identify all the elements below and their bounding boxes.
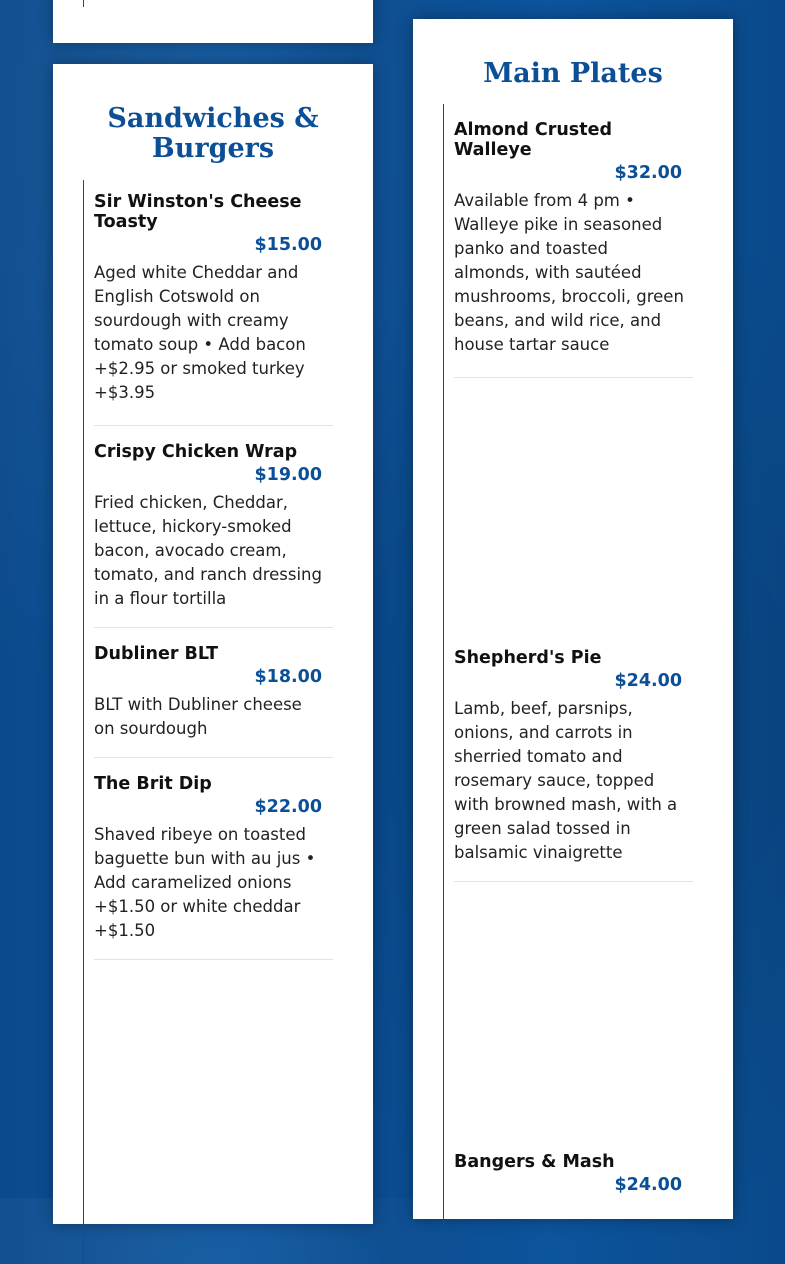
menu-item [94,644,333,758]
menu-item-price: $19.00 [254,465,322,485]
menu-item-description: Lamb, beef, parsnips, onions, and carrots in sherried tomato and rosemary sauce, topped with browned mash, with a green salad tossed in balsamic vinaigrette [454,699,678,862]
menu-item-list [443,104,693,1259]
menu-item-name: Crispy Chicken Wrap [94,442,298,462]
menu-item-description: Available from 4 pm • Walleye pike in seasoned panko and toasted almonds, with sautéed mushrooms, broccoli, green beans, and wild rice, and house tartar sauce [454,191,684,354]
menu-item-description: Aged white Cheddar and English Cotswold on sourdough with creamy tomato soup • Add bacon +$2.95 or smoked turkey +$3.95 [94,263,306,402]
menu-item-name: The Brit Dip [94,774,212,794]
previous-section-card [53,0,373,43]
menu-item-name: Almond Crusted Walleye [454,120,612,160]
menu-item [94,774,333,960]
menu-item-price: $22.00 [254,797,322,817]
main-plates-card [413,19,733,1219]
menu-item-price: $15.00 [254,235,322,255]
menu-item-price: $18.00 [254,667,322,687]
menu-item [454,120,693,378]
menu-item-name: Bangers & Mash [454,1152,615,1172]
section-title-main-plates: Main Plates [483,58,663,89]
menu-item [454,648,693,882]
menu-item-price: $24.00 [614,1175,682,1195]
menu-item-list [83,180,333,1264]
menu-item [454,1152,693,1212]
section-title-sandwiches: Sandwiches & Burgers [107,103,319,164]
menu-item-description: Fried chicken, Cheddar, lettuce, hickory-smoked bacon, avocado cream, tomato, and ranch dressing in a flour tortilla [94,493,322,608]
menu-item [94,442,333,628]
menu-item [94,192,333,426]
menu-item-name: Shepherd's Pie [454,648,602,668]
sandwiches-burgers-card [53,64,373,1224]
menu-item-price: $24.00 [614,671,682,691]
menu-item-description: Shaved ribeye on toasted baguette bun with au jus • Add caramelized onions +$1.50 or white cheddar +$1.50 [94,825,316,940]
menu-item-name: Sir Winston's Cheese Toasty [94,192,302,232]
menu-item-price: $32.00 [614,163,682,183]
menu-item-name: Dubliner BLT [94,644,219,664]
section-rule [83,0,84,7]
menu-item-description: BLT with Dubliner cheese on sourdough [94,695,302,738]
